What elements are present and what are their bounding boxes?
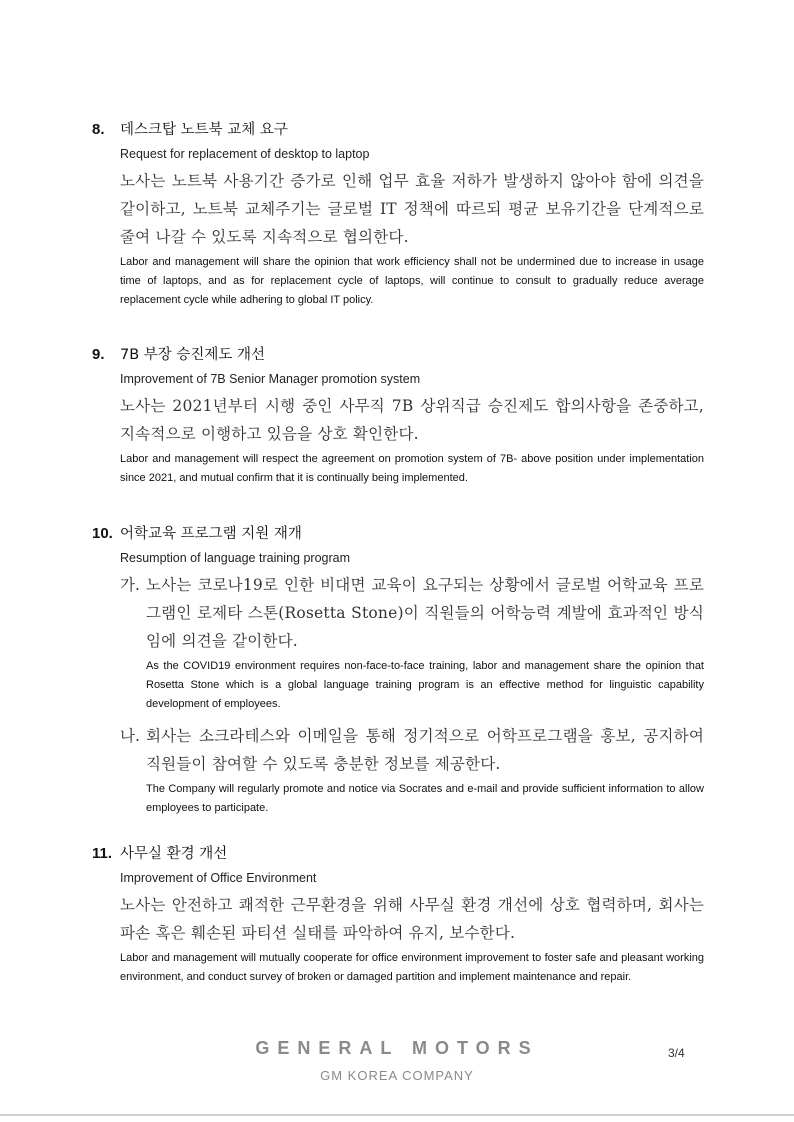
footer-company-name: GM KOREA COMPANY bbox=[320, 1068, 474, 1083]
body-korean: 회사는 소크라테스와 이메일을 통해 정기적으로 어학프로그램을 홍보, 공지하여 직원들이 참여할 수 있도록 충분한 정보를 제공한다. bbox=[146, 727, 704, 773]
body-korean: 노사는 코로나19로 인한 비대면 교육이 요구되는 상황에서 글로벌 어학교육 프로그램인 로제타 스톤(Rosetta Stone)이 직원들의 어학능력 계발에 효과적인 방식임에 의견을 같이한다. bbox=[146, 576, 704, 650]
section-title-ko: 어학교육 프로그램 지원 재개 bbox=[120, 526, 302, 542]
section-title-ko: 데스크탑 노트북 교체 요구 bbox=[120, 122, 288, 138]
section-number: 8. bbox=[92, 121, 105, 138]
section-heading bbox=[92, 118, 704, 139]
section-10 bbox=[92, 522, 704, 818]
body-korean: 노사는 2021년부터 시행 중인 사무직 7B 상위직급 승진제도 합의사항을 존중하고, 지속적으로 이행하고 있음을 상호 확인한다. bbox=[120, 397, 704, 443]
section-heading bbox=[92, 842, 704, 863]
body-english: Labor and management will respect the agreement on promotion system of 7B- above position under implementation since 2021, and mutual confirm that it is continually being implemented. bbox=[120, 453, 704, 484]
page-number: 3/4 bbox=[668, 1046, 685, 1060]
section-8 bbox=[92, 118, 704, 310]
body-english: As the COVID19 environment requires non-face-to-face training, labor and management share the opinion that Rosetta Stone which is a global language training program is an effective method for linguistic capability development of employees. bbox=[146, 660, 704, 710]
section-number: 11. bbox=[92, 845, 113, 862]
footer-brand-logo: GENERAL MOTORS bbox=[255, 1038, 539, 1058]
section-number: 10. bbox=[92, 525, 113, 542]
list-item bbox=[120, 722, 704, 818]
list-item bbox=[120, 571, 704, 714]
section-title-ko: 7B 부장 승진제도 개선 bbox=[120, 347, 266, 363]
list-marker: 가. bbox=[120, 576, 140, 594]
section-title-en: Resumption of language training program bbox=[120, 551, 350, 565]
section-11 bbox=[92, 842, 704, 987]
body-korean: 노사는 안전하고 쾌적한 근무환경을 위해 사무실 환경 개선에 상호 협력하며, 회사는 파손 혹은 훼손된 파티션 실태를 파악하여 유지, 보수한다. bbox=[120, 896, 704, 942]
section-9 bbox=[92, 343, 704, 488]
section-title-ko: 사무실 환경 개선 bbox=[120, 846, 228, 862]
section-title-en: Improvement of 7B Senior Manager promotion system bbox=[120, 372, 421, 386]
section-heading bbox=[92, 522, 704, 543]
section-number: 9. bbox=[92, 346, 105, 363]
list-item-body bbox=[146, 722, 704, 818]
list-marker: 나. bbox=[120, 727, 140, 745]
body-english: Labor and management will mutually cooperate for office environment improvement to foster safe and pleasant working environment, and conduct survey of broken or damaged partition and implement maintenance and repair. bbox=[120, 952, 704, 983]
body-english: Labor and management will share the opinion that work efficiency shall not be undermined due to increase in usage time of laptops, and as for replacement cycle of laptops, will continue to consult to gradually reduce average replacement cycle while adhering to global IT policy. bbox=[120, 256, 704, 306]
section-heading bbox=[92, 343, 704, 364]
section-title-en: Improvement of Office Environment bbox=[120, 871, 317, 885]
body-english: The Company will regularly promote and notice via Socrates and e-mail and provide sufficient information to allow employees to participate. bbox=[146, 783, 704, 814]
section-title-en: Request for replacement of desktop to laptop bbox=[120, 147, 370, 161]
body-korean: 노사는 노트북 사용기간 증가로 인해 업무 효율 저하가 발생하지 않아야 함에 의견을 같이하고, 노트북 교체주기는 글로벌 IT 정책에 따르되 평균 보유기간을 단계적으로 줄여 나갈 수 있도록 지속적으로 협의한다. bbox=[120, 172, 704, 246]
page-bottom-edge bbox=[0, 1114, 794, 1116]
list-item-body bbox=[146, 571, 704, 714]
